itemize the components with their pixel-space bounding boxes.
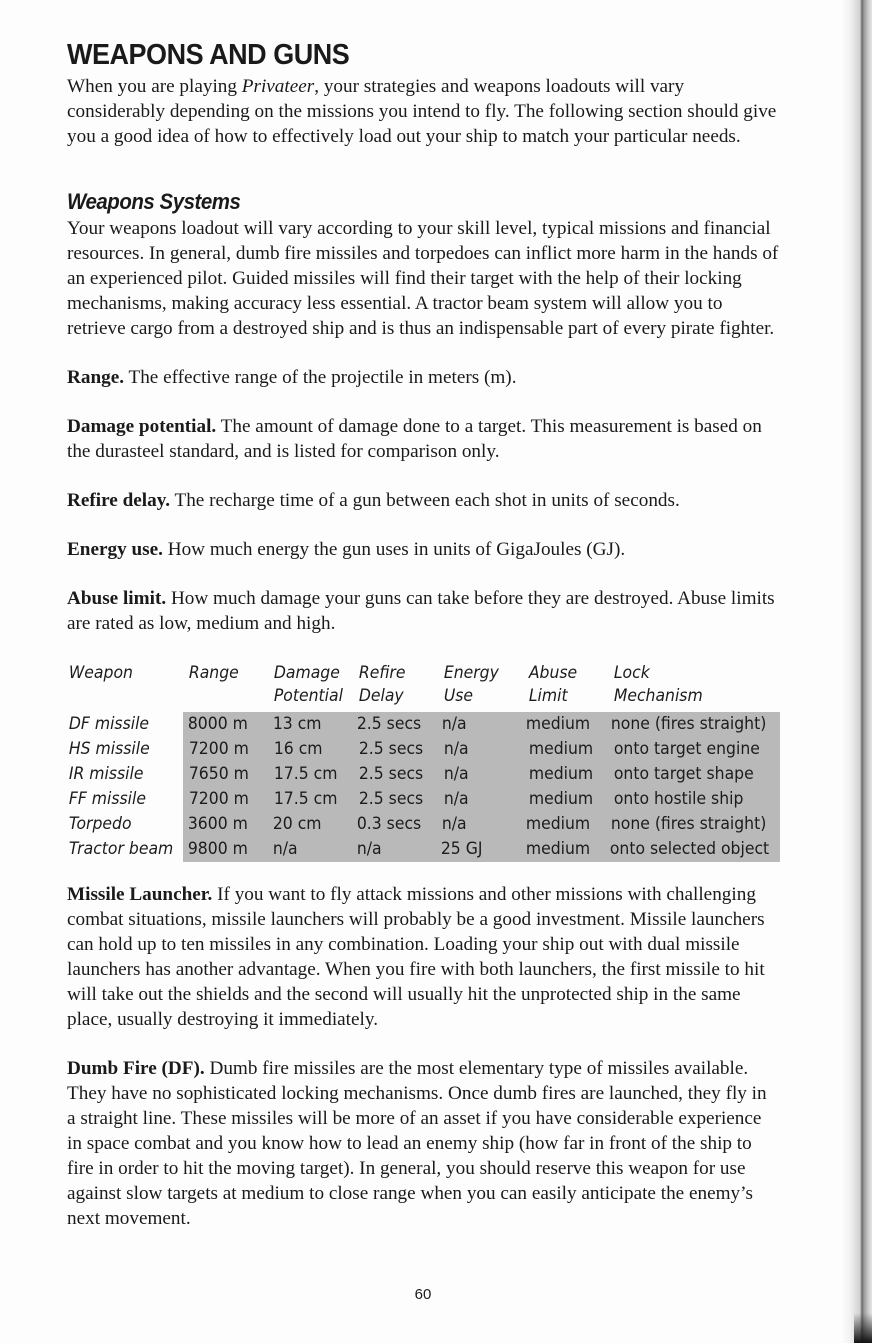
header-abuse-limit: Abuse Limit xyxy=(528,663,578,706)
table-row xyxy=(67,762,780,787)
binding-shadow xyxy=(854,1313,872,1343)
header-lock-mechanism: Lock Mechanism xyxy=(613,663,703,706)
definition-range xyxy=(67,365,779,390)
cell-damage: 17.5 cm xyxy=(273,764,338,784)
intro-paragraph xyxy=(67,74,779,149)
definition-text: Dumb fire missiles are the most elementary type of missiles available. They have no sophisticated locking mechanisms. Once dumb fires are launched, they fly in a straight line. These missiles will be more of an asset if you have considerable experience in space combat and you know how to lead an enemy ship (how far in front of the ship to fire in order to hit the moving target). In general, you should reserve this weapon for use against slow targets at medium to close range when you can easily anticipate the enemy’s next movement. xyxy=(67,1058,767,1229)
cell-refire: 2.5 secs xyxy=(358,739,424,759)
cell-range: 7200 m xyxy=(188,739,249,759)
header-range: Range xyxy=(188,663,239,683)
cell-weapon: FF missile xyxy=(68,789,147,809)
cell-damage: 13 cm xyxy=(272,714,322,734)
definition-term: Energy use. xyxy=(67,539,163,560)
table-row xyxy=(67,787,780,812)
definition-term: Abuse limit. xyxy=(67,588,167,609)
definition-term: Refire delay. xyxy=(67,490,171,511)
document-page xyxy=(67,38,779,1231)
cell-range: 7650 m xyxy=(188,764,249,784)
definition-abuse-limit xyxy=(67,586,779,636)
definition-text: How much energy the gun uses in units of GigaJoules (GJ). xyxy=(162,539,626,560)
cell-energy: n/a xyxy=(443,764,469,784)
dumb-fire-paragraph xyxy=(67,1056,779,1231)
cell-refire: 2.5 secs xyxy=(357,714,422,734)
definition-text: The effective range of the projectile in meters (m). xyxy=(124,367,517,388)
definition-term: Dumb Fire (DF). xyxy=(67,1058,205,1079)
definition-text: The recharge time of a gun between each shot in units of seconds. xyxy=(170,490,680,511)
book-binding-edge xyxy=(840,0,872,1343)
table-row xyxy=(67,812,780,837)
definition-energy-use xyxy=(67,537,779,562)
intro-text-end: , your strategies and weapons loadouts will vary considerably depending on the missions you intend to fly. The following section should give you a good idea of how to effectively load out your ship to match your particular needs. xyxy=(67,76,777,147)
cell-weapon: IR missile xyxy=(68,764,144,784)
cell-abuse: medium xyxy=(528,789,594,809)
cell-weapon: DF missile xyxy=(68,714,150,734)
cell-weapon: HS missile xyxy=(68,739,150,759)
cell-lock: none (fires straight) xyxy=(610,714,767,734)
definition-term: Missile Launcher. xyxy=(67,884,213,905)
cell-refire: 2.5 secs xyxy=(358,764,424,784)
definition-text: If you want to fly attack missions and other missions with challenging combat situations, missile launchers will probably be a good investment. Missile launchers can hold up to ten missiles in any combination. Loading your ship out with dual missile launchers has another advantage. When you fire with both launchers, the first missile to hit will take out the shields and the second will usually hit the unprotected ship in the same place, usually destroying it immediately. xyxy=(67,884,765,1030)
cell-abuse: medium xyxy=(526,814,591,834)
cell-energy: n/a xyxy=(443,789,469,809)
game-title-italic: Privateer xyxy=(241,76,315,97)
header-energy-use: Energy Use xyxy=(443,663,499,706)
table-row xyxy=(67,737,780,762)
cell-lock: onto selected object xyxy=(609,839,770,859)
section-heading: Weapons Systems xyxy=(67,189,241,214)
cell-refire: 2.5 secs xyxy=(358,789,424,809)
cell-range: 9800 m xyxy=(188,839,249,859)
cell-energy: n/a xyxy=(441,714,467,734)
cell-damage: 17.5 cm xyxy=(273,789,338,809)
header-damage-potential: Damage Potential xyxy=(273,663,344,706)
cell-abuse: medium xyxy=(525,839,590,859)
section-body: Your weapons loadout will vary according to your skill level, typical missions and financial resources. In general, dumb fire missiles and torpedoes can inflict more harm in the hands of an experienced pilot. Guided missiles will find their target with the help of their locking mechanisms, making accuracy less essential. A tractor beam system will allow you to retrieve cargo from a destroyed ship and is thus an indispensable part of every pirate fighter. xyxy=(67,218,779,339)
cell-refire: n/a xyxy=(356,839,382,859)
table-row xyxy=(67,712,780,737)
cell-range: 7200 m xyxy=(188,789,249,809)
cell-energy: n/a xyxy=(443,739,469,759)
definition-refire-delay xyxy=(67,488,779,513)
table-header-row xyxy=(67,662,780,712)
cell-energy: 25 GJ xyxy=(441,839,483,859)
cell-damage: 16 cm xyxy=(273,739,323,759)
cell-abuse: medium xyxy=(528,764,594,784)
cell-range: 3600 m xyxy=(188,814,249,834)
cell-lock: none (fires straight) xyxy=(610,814,767,834)
definition-text: How much damage your guns can take before they are destroyed. Abuse limits are rated as low, medium and high. xyxy=(67,588,775,634)
header-weapon: Weapon xyxy=(68,663,133,683)
definition-damage-potential xyxy=(67,414,779,464)
definition-term: Damage potential. xyxy=(67,416,217,437)
cell-energy: n/a xyxy=(441,814,467,834)
weapons-table xyxy=(67,662,780,862)
definition-term: Range. xyxy=(67,367,125,388)
cell-lock: onto hostile ship xyxy=(613,789,744,809)
cell-abuse: medium xyxy=(528,739,594,759)
cell-damage: 20 cm xyxy=(272,814,322,834)
missile-launcher-paragraph xyxy=(67,882,779,1032)
table-row xyxy=(67,837,780,862)
cell-range: 8000 m xyxy=(188,714,249,734)
cell-weapon: Tractor beam xyxy=(68,839,174,859)
intro-text-start: When you are playing xyxy=(67,76,242,97)
cell-refire: 0.3 secs xyxy=(357,814,422,834)
page-title: WEAPONS AND GUNS xyxy=(67,39,350,71)
header-refire-delay: Refire Delay xyxy=(358,663,406,706)
definition-text: The amount of damage done to a target. This measurement is based on the durasteel standard, and is listed for comparison only. xyxy=(67,416,762,462)
cell-lock: onto target shape xyxy=(613,764,754,784)
cell-lock: onto target engine xyxy=(613,739,760,759)
cell-weapon: Torpedo xyxy=(68,814,132,834)
cell-damage: n/a xyxy=(272,839,298,859)
cell-abuse: medium xyxy=(526,714,591,734)
page-number: 60 xyxy=(414,1286,432,1303)
